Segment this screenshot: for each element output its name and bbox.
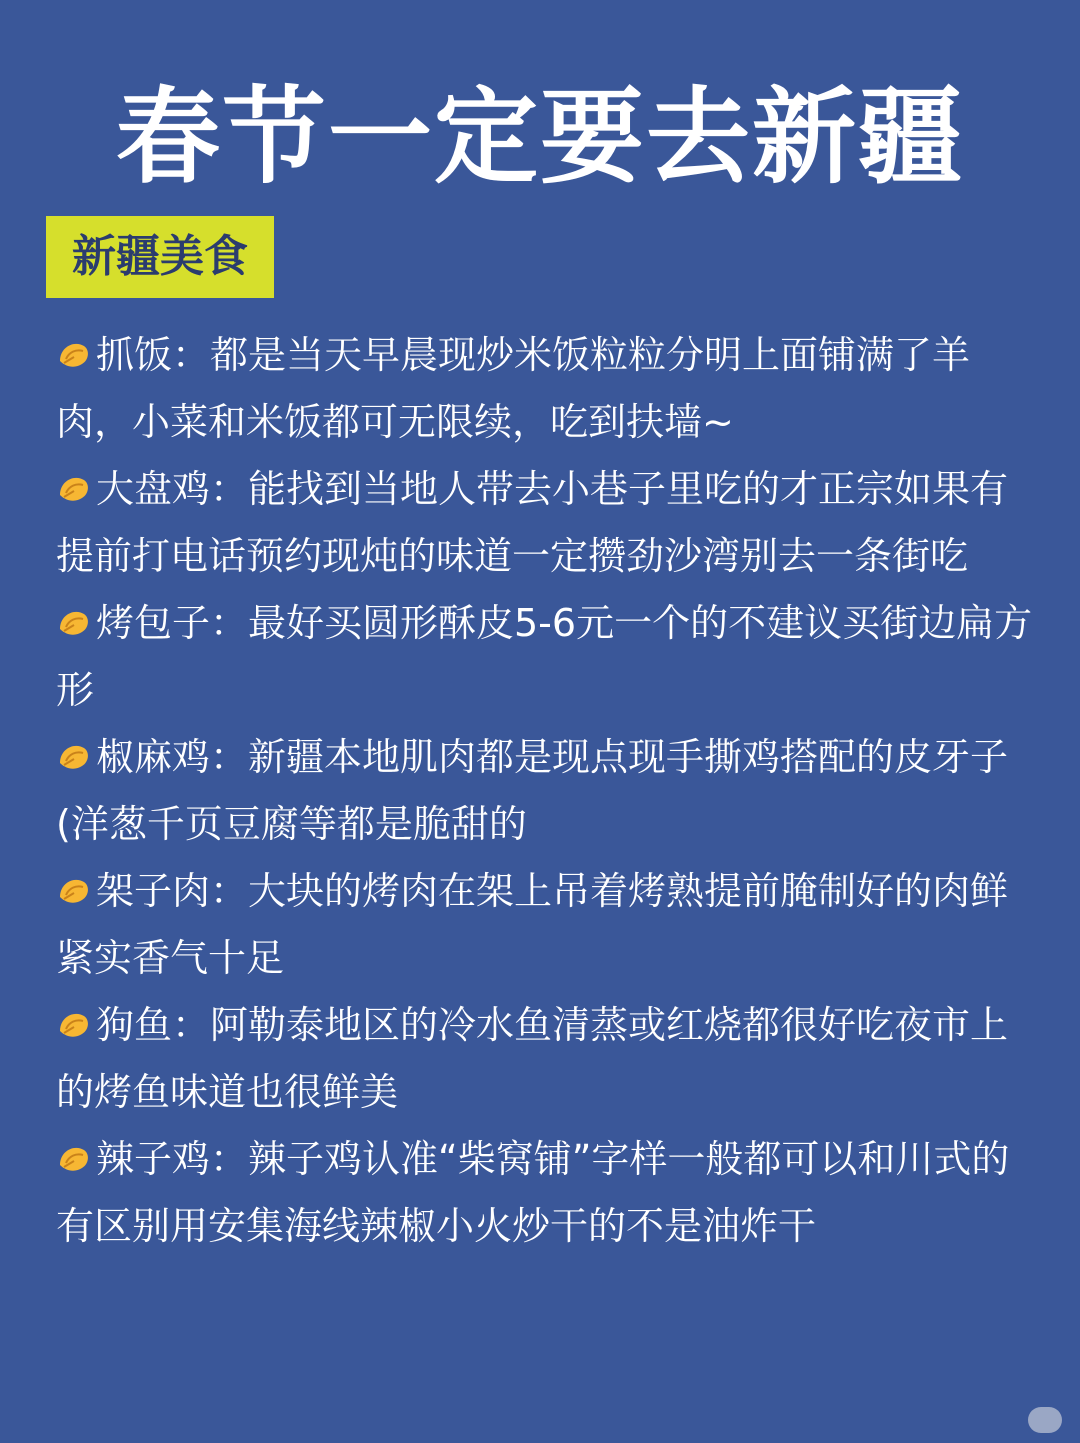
item-text: 架子肉：大块的烤肉在架上吊着烤熟提前腌制好的肉鲜紧实香气十足 [56,869,1009,980]
item-text: 椒麻鸡：新疆本地肌肉都是现点现手撕鸡搭配的皮牙子(洋葱千页豆腐等都是脆甜的 [56,735,1009,846]
list-item [56,322,1036,456]
watermark-logo [1028,1407,1062,1433]
fortune-cookie-icon [56,873,92,909]
fortune-cookie-icon [56,605,92,641]
fortune-cookie-icon [56,471,92,507]
list-item [56,1126,1036,1260]
fortune-cookie-icon [56,1141,92,1177]
fortune-cookie-icon [56,337,92,373]
item-text: 大盘鸡：能找到当地人带去小巷子里吃的才正宗如果有提前打电话预约现炖的味道一定攒劲沙湾别去一条街吃 [56,467,1009,578]
list-item [56,858,1036,992]
list-item [56,724,1036,858]
food-list [56,322,1036,1260]
section-tag: 新疆美食 [46,216,274,298]
fortune-cookie-icon [56,739,92,775]
item-text: 辣子鸡：辣子鸡认准“柴窝铺”字样一般都可以和川式的有区别用安集海线辣椒小火炒干的不是油炸干 [56,1137,1010,1248]
item-text: 抓饭：都是当天早晨现炒米饭粒粒分明上面铺满了羊肉，小菜和米饭都可无限续，吃到扶墙~ [56,333,971,444]
list-item [56,456,1036,590]
fortune-cookie-icon [56,1007,92,1043]
page-title: 春节一定要去新疆 [115,76,964,198]
list-item [56,590,1036,724]
item-text: 烤包子：最好买圆形酥皮5-6元一个的不建议买街边扁方形 [56,601,1033,712]
item-text: 狗鱼：阿勒泰地区的冷水鱼清蒸或红烧都很好吃夜市上的烤鱼味道也很鲜美 [56,1003,1009,1114]
list-item [56,992,1036,1126]
